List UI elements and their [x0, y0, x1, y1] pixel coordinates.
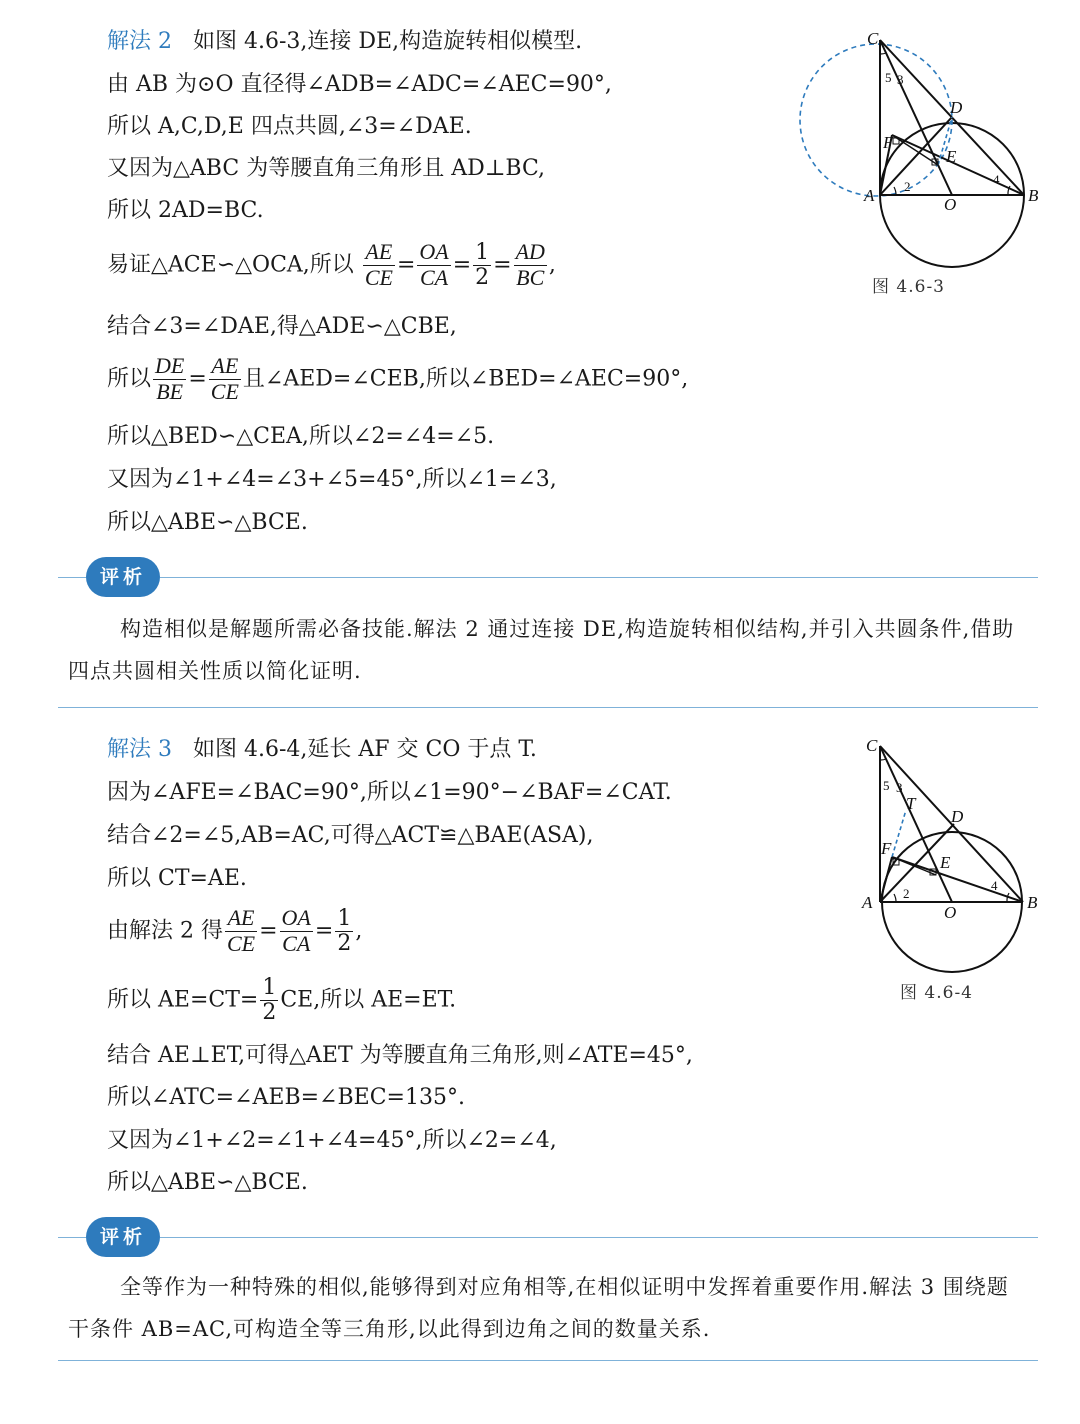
label-angle-2: 2 [903, 886, 910, 901]
frac-den: CA [282, 931, 311, 956]
frac-num: 1 [337, 906, 352, 931]
dashed-circle-acde [800, 44, 952, 196]
fraction-ad-bc [514, 240, 547, 291]
label-b: B [1027, 893, 1038, 912]
label-b: B [1028, 186, 1039, 205]
fig-caption-4-6-3: 图 4.6-3 [872, 277, 945, 297]
fraction-1-2-c [260, 976, 278, 1025]
rule-right [160, 577, 1038, 578]
label-e: E [946, 147, 957, 166]
fraction-ae-ce [363, 240, 395, 291]
sol3-line-5-suffix: CE,所以 AE=ET. [280, 987, 457, 1013]
comment-1-text: 构造相似是解题所需必备技能.解法 2 通过连接 DE,构造旋转相似结构,并引入共圆条件,借助四点共圆相关性质以简化证明. [68, 617, 1015, 683]
figure-4-6-3 [790, 20, 1060, 275]
fraction-1-2 [473, 241, 491, 290]
comma: , [355, 918, 363, 944]
label-c: C [866, 736, 878, 755]
label-c: C [867, 29, 879, 48]
fraction-ae-ce-2 [209, 354, 241, 405]
sol2-line-1: 由 AB 为⊙O 直径得∠ADB=∠ADC=∠AEC=90°, [107, 72, 612, 97]
frac-num: AE [365, 239, 393, 264]
sol2-label: 解法 2 [107, 29, 172, 54]
fraction-1-2-b [335, 907, 353, 956]
section-divider [58, 707, 1038, 708]
sol3-line-1: 因为∠AFE=∠BAC=90°,所以∠1=90°−∠BAF=∠CAT. [107, 780, 672, 805]
frac-den: BE [156, 379, 184, 404]
sol2-line-0 [107, 27, 582, 57]
fraction-de-be [153, 354, 186, 405]
comment-badge-2: 评析 [86, 1217, 160, 1257]
frac-den: CE [364, 265, 393, 290]
equals-sign: = [396, 252, 416, 278]
fraction-oa-ca [417, 240, 450, 291]
sol2-line-3: 又因为△ABC 为等腰直角三角形且 AD⊥BC, [107, 156, 546, 181]
bottom-divider [58, 1360, 1038, 1361]
frac-den: BC [516, 265, 545, 290]
frac-num: AD [515, 239, 545, 264]
label-angle-5: 5 [883, 778, 890, 793]
equals-sign: = [314, 918, 334, 944]
comment-2-text: 全等作为一种特殊的相似,能够得到对应角相等,在相似证明中发挥着重要作用.解法 3 围绕题干条件 AB=AC,可构造全等三角形,以此得到边角之间的数量关系. [68, 1275, 1009, 1341]
sol2-line-4: 所以 2AD=BC. [107, 198, 264, 223]
sol3-line-4 [107, 906, 362, 957]
sol3-intro: 如图 4.6-4,延长 AF 交 CO 于点 T. [192, 737, 537, 762]
fig-caption-4-6-4: 图 4.6-4 [900, 983, 973, 1003]
frac-den: 2 [337, 931, 352, 956]
frac-num: OA [281, 905, 311, 930]
rule-right-2 [160, 1237, 1038, 1238]
comment-badge-1: 评析 [86, 557, 160, 597]
sol3-label: 解法 3 [107, 737, 172, 762]
label-a: A [864, 186, 875, 205]
sol3-line-2: 结合∠2=∠5,AB=AC,可得△ACT≌△BAE(ASA), [107, 823, 594, 848]
label-angle-3: 3 [896, 780, 903, 795]
label-angle-3: 3 [897, 72, 904, 87]
sol2-line-8: 所以△BED∽△CEA,所以∠2=∠4=∠5. [107, 424, 495, 449]
frac-num: OA [419, 239, 449, 264]
frac-den: CE [210, 379, 239, 404]
sol3-line-4-prefix: 由解法 2 得 [107, 918, 223, 944]
frac-num: 1 [475, 240, 490, 265]
sol2-line-9: 又因为∠1+∠4=∠3+∠5=45°,所以∠1=∠3, [107, 467, 557, 492]
sol2-line-6: 结合∠3=∠DAE,得△ADE∽△CBE, [107, 314, 457, 339]
label-a: A [862, 893, 873, 912]
sol2-line-5 [107, 240, 556, 291]
label-angle-4: 4 [993, 172, 1000, 187]
sol3-line-7: 所以∠ATC=∠AEB=∠BEC=135°. [107, 1085, 465, 1110]
sol3-line-0 [107, 735, 537, 765]
sol3-line-9: 所以△ABE∽△BCE. [107, 1170, 308, 1195]
label-f: F [883, 133, 894, 152]
frac-den: CE [226, 931, 256, 956]
sol2-line-7-prefix: 所以 [107, 366, 152, 392]
sol3-line-3: 所以 CT=AE. [107, 866, 247, 891]
equals-sign: = [452, 252, 472, 278]
label-d: D [950, 98, 963, 117]
sol2-line-5-text: 易证△ACE∽△OCA,所以 [107, 252, 354, 278]
rule-left [58, 577, 86, 578]
equals-sign: = [188, 366, 207, 392]
label-angle-2: 2 [904, 179, 911, 194]
sol3-line-5-prefix: 所以 AE=CT= [107, 987, 259, 1013]
label-o: O [944, 903, 957, 922]
fraction-oa-ca-2 [280, 906, 313, 957]
label-o: O [944, 195, 957, 214]
label-angle-5: 5 [885, 70, 892, 85]
sol3-line-8: 又因为∠1+∠2=∠1+∠4=45°,所以∠2=∠4, [107, 1128, 557, 1153]
label-t: T [906, 794, 916, 813]
frac-num: 1 [262, 975, 277, 1000]
label-angle-4: 4 [991, 878, 998, 893]
figure-4-6-4 [850, 732, 1060, 977]
equals-sign: = [259, 918, 278, 944]
frac-den: CA [419, 265, 449, 290]
equals-sign: = [493, 252, 512, 278]
label-e: E [940, 853, 951, 872]
fraction-ae-ce-3 [225, 906, 257, 957]
rule-left-2 [58, 1237, 86, 1238]
sol2-line-2: 所以 A,C,D,E 四点共圆,∠3=∠DAE. [107, 114, 472, 139]
frac-den: 2 [262, 1000, 277, 1025]
comma: , [548, 252, 556, 278]
sol2-line-7-suffix: 且∠AED=∠CEB,所以∠BED=∠AEC=90°, [242, 366, 689, 392]
sol2-intro: 如图 4.6-3,连接 DE,构造旋转相似模型. [192, 29, 583, 54]
frac-num: AE [227, 905, 255, 930]
frac-den: 2 [475, 265, 490, 290]
sol3-line-5 [107, 976, 456, 1025]
frac-num: DE [155, 353, 185, 378]
label-f: F [881, 839, 892, 858]
sol2-line-10: 所以△ABE∽△BCE. [107, 510, 308, 535]
sol2-line-7 [107, 354, 688, 405]
label-d: D [951, 807, 964, 826]
frac-num: AE [211, 353, 239, 378]
sol3-line-6: 结合 AE⊥ET,可得△AET 为等腰直角三角形,则∠ATE=45°, [107, 1043, 693, 1068]
